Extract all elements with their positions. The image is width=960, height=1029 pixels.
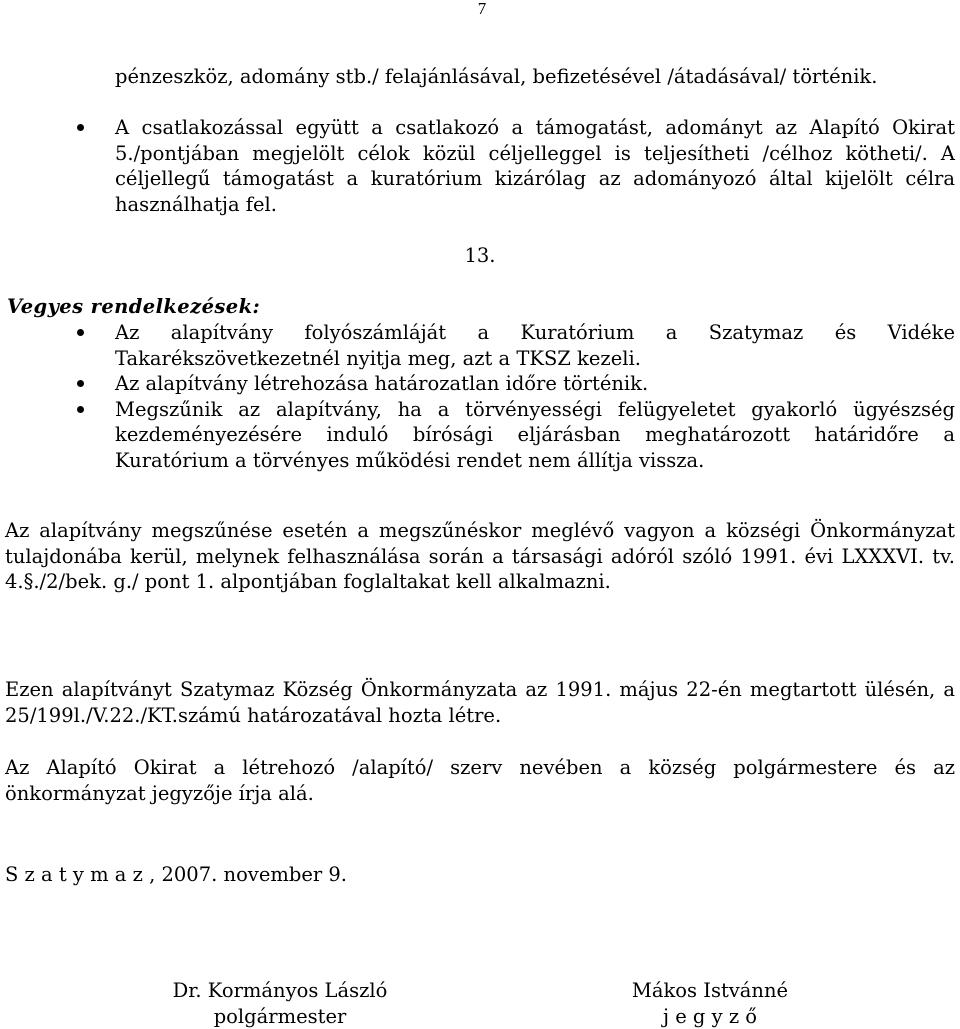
signing-paragraph: Az Alapító Okirat a létrehozó /alapító/ szerv nevében a község polgármestere és az önkormányzat jegyzője írja alá.	[5, 755, 955, 806]
signatory-title: polgármester	[130, 1004, 430, 1029]
place-date: S z a t y m a z , 2007. november 9.	[5, 862, 347, 888]
list-item-text: Az alapítvány folyószámláját a Kuratórium a Szatymaz és Vidéke Takarékszövetkezetnél nyitja meg, azt a TKSZ kezeli.	[115, 321, 955, 370]
intro-bullet-list	[115, 115, 955, 217]
list-item-text: Az alapítvány létrehozása határozatlan időre történik.	[115, 372, 648, 395]
bullet-icon	[77, 380, 84, 387]
signatory-name: Dr. Kormányos László	[130, 978, 430, 1004]
intro-continuation	[115, 64, 955, 90]
list-item	[115, 397, 955, 474]
signature-notary	[590, 978, 830, 1029]
signature-mayor	[130, 978, 430, 1029]
signatory-title: j e g y z ő	[590, 1004, 830, 1029]
signatory-name: Mákos Istvánné	[590, 978, 830, 1004]
intro-continuation-text: pénzeszköz, adomány stb./ felajánlásával, befizetésével /átadásával/ történik.	[115, 65, 877, 88]
section-number: 13.	[0, 243, 960, 269]
list-item-text: A csatlakozással együtt a csatlakozó a támogatást, adományt az Alapító Okirat 5./pontjában megjelölt célok közül céljelleggel is teljesítheti /célhoz kötheti/. A céljellegű támogatást a kuratórium kizárólag az adományozó által kijelölt célra használhatja fel.	[115, 116, 955, 216]
dissolution-paragraph: Az alapítvány megszűnése esetén a megszűnéskor meglévő vagyon a községi Önkormányzat tulajdonába kerül, melynek felhasználása során a társasági adóról szóló 1991. évi LXXXVI. tv. 4.§./2/bek. g./ pont 1. alpontjában foglaltakat kell alkalmazni.	[5, 518, 955, 595]
list-item-text: Megszűnik az alapítvány, ha a törvényességi felügyeletet gyakorló ügyészség kezdeményezésére induló bírósági eljárásban meghatározott határidőre a Kuratórium a törvényes működési rendet nem állítja vissza.	[115, 398, 955, 472]
list-item	[115, 115, 955, 217]
provisions-list	[115, 320, 955, 473]
bullet-icon	[77, 329, 84, 336]
bullet-icon	[77, 406, 84, 413]
list-item	[115, 320, 955, 371]
resolution-paragraph: Ezen alapítványt Szatymaz Község Önkormányzata az 1991. május 22-én megtartott ülésén, a 25/199l./V.22./KT.számú határozatával hozta létre.	[5, 677, 955, 728]
bullet-icon	[77, 124, 84, 131]
list-item	[115, 371, 955, 397]
section-heading: Vegyes rendelkezések:	[7, 294, 260, 320]
page-number: 7	[470, 0, 494, 22]
